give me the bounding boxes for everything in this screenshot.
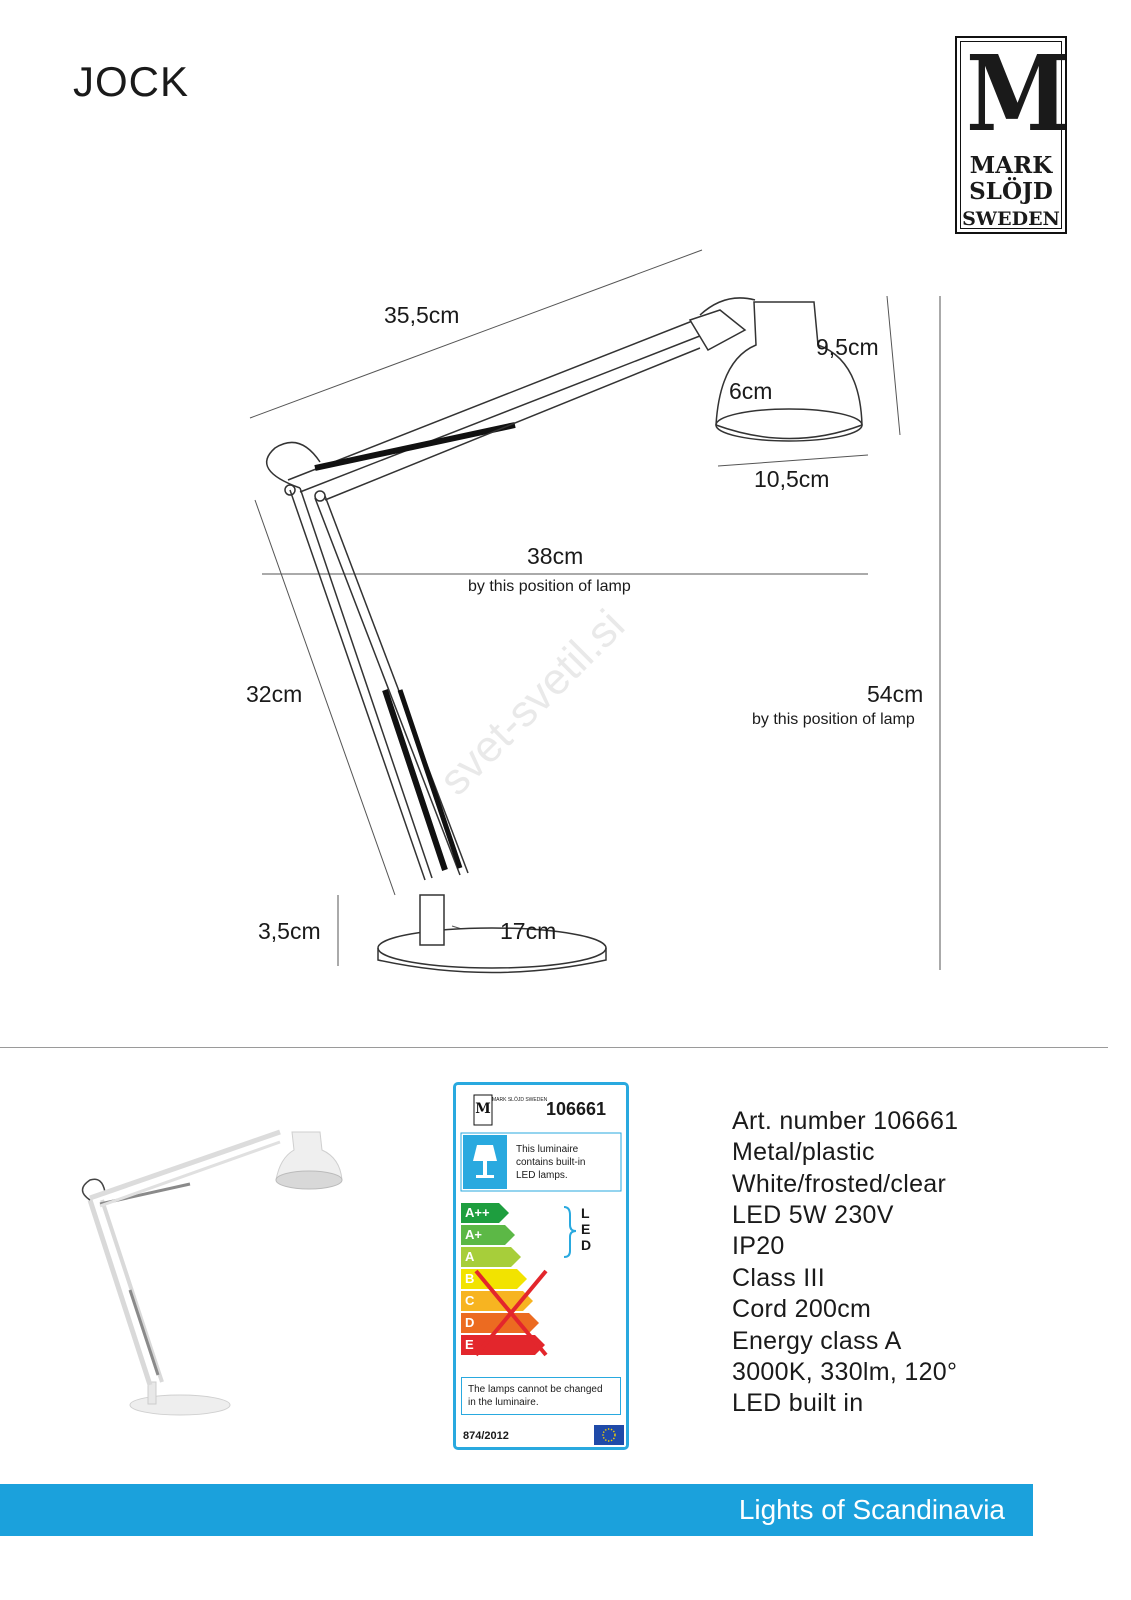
lamp-shade	[716, 302, 862, 439]
upper-arm-top	[288, 318, 700, 480]
dim-line-shade-height	[887, 296, 900, 435]
lower-arm-back	[315, 498, 460, 875]
elbow-joint-2	[315, 491, 325, 501]
class-d: D	[461, 1313, 551, 1333]
label-brand-small: MARK SLÖJD SWEDEN	[492, 1097, 548, 1103]
class-b: B	[461, 1269, 551, 1289]
class-a: A	[461, 1247, 551, 1267]
product-title: JOCK	[73, 58, 190, 105]
dim-total-height-note: by this position of lamp	[752, 711, 915, 728]
logo-line-mark: MARK	[969, 152, 1053, 179]
dim-shade-inner: 6cm	[729, 378, 773, 404]
dim-line-shade-width	[718, 455, 868, 466]
dim-base-diameter: 17cm	[500, 918, 557, 944]
watermark: svet-svetil.si	[430, 600, 635, 805]
spec-ip-rating: IP20	[732, 1232, 785, 1260]
dim-base-height: 3,5cm	[258, 918, 321, 944]
spec-light: 3000K, 330lm, 120°	[732, 1358, 958, 1386]
head-joint	[690, 310, 745, 350]
logo-line-slojd: SLÖJD	[969, 178, 1053, 205]
label-note: The lamps cannot be changed in the luminaire.	[461, 1377, 621, 1415]
spec-art-number: Art. number 106661	[732, 1107, 959, 1135]
dim-shade-height: 9,5cm	[816, 334, 879, 360]
dim-total-height: 54cm	[867, 681, 924, 707]
product-photo	[70, 1120, 360, 1430]
upper-spring	[315, 425, 515, 468]
dim-arm-length: 35,5cm	[384, 302, 460, 328]
logo-monogram: M	[966, 32, 1070, 155]
lower-arm-back-2	[325, 496, 468, 873]
class-e: E	[461, 1335, 551, 1355]
class-app: A++	[461, 1203, 551, 1223]
spec-class: Class III	[732, 1264, 825, 1292]
upper-arm-bottom	[325, 348, 700, 500]
spec-finish: White/frosted/clear	[732, 1170, 947, 1198]
eu-flag-icon	[594, 1425, 624, 1445]
label-logo-m: M	[475, 1101, 491, 1117]
footer-bar	[0, 1484, 1033, 1536]
spec-led-builtin: LED built in	[732, 1389, 864, 1417]
dim-reach-note: by this position of lamp	[468, 578, 631, 595]
energy-label	[453, 1082, 629, 1450]
dim-lower-arm: 32cm	[246, 681, 303, 707]
lamp-base	[378, 928, 606, 968]
head-cord	[700, 298, 755, 315]
logo-line-sweden: SWEDEN	[962, 208, 1060, 230]
lower-arm-front	[290, 490, 425, 880]
label-regulation: 874/2012	[463, 1430, 509, 1442]
label-led-letters: L E D	[581, 1205, 592, 1253]
upper-arm-top-2	[300, 332, 710, 492]
spec-led-power: LED 5W 230V	[732, 1201, 894, 1229]
label-lamp-text: This luminaire contains built-in LED lamps.	[516, 1144, 586, 1181]
spec-cord: Cord 200cm	[732, 1295, 872, 1323]
class-c: C	[461, 1291, 551, 1311]
spec-energy-class: Energy class A	[732, 1327, 902, 1355]
dim-shade-width: 10,5cm	[754, 466, 830, 492]
led-brace	[564, 1207, 576, 1257]
dim-reach: 38cm	[527, 543, 584, 569]
label-article: 106661	[546, 1099, 607, 1119]
spec-material: Metal/plastic	[732, 1138, 875, 1166]
lower-spring-1	[385, 690, 445, 870]
section-divider	[0, 1047, 1108, 1048]
footer-tagline: Lights of Scandinavia	[738, 1494, 1005, 1525]
lamp-stem	[420, 895, 444, 945]
cord-loop	[267, 442, 320, 488]
dim-line-arm	[250, 250, 702, 418]
class-ap: A+	[461, 1225, 551, 1245]
